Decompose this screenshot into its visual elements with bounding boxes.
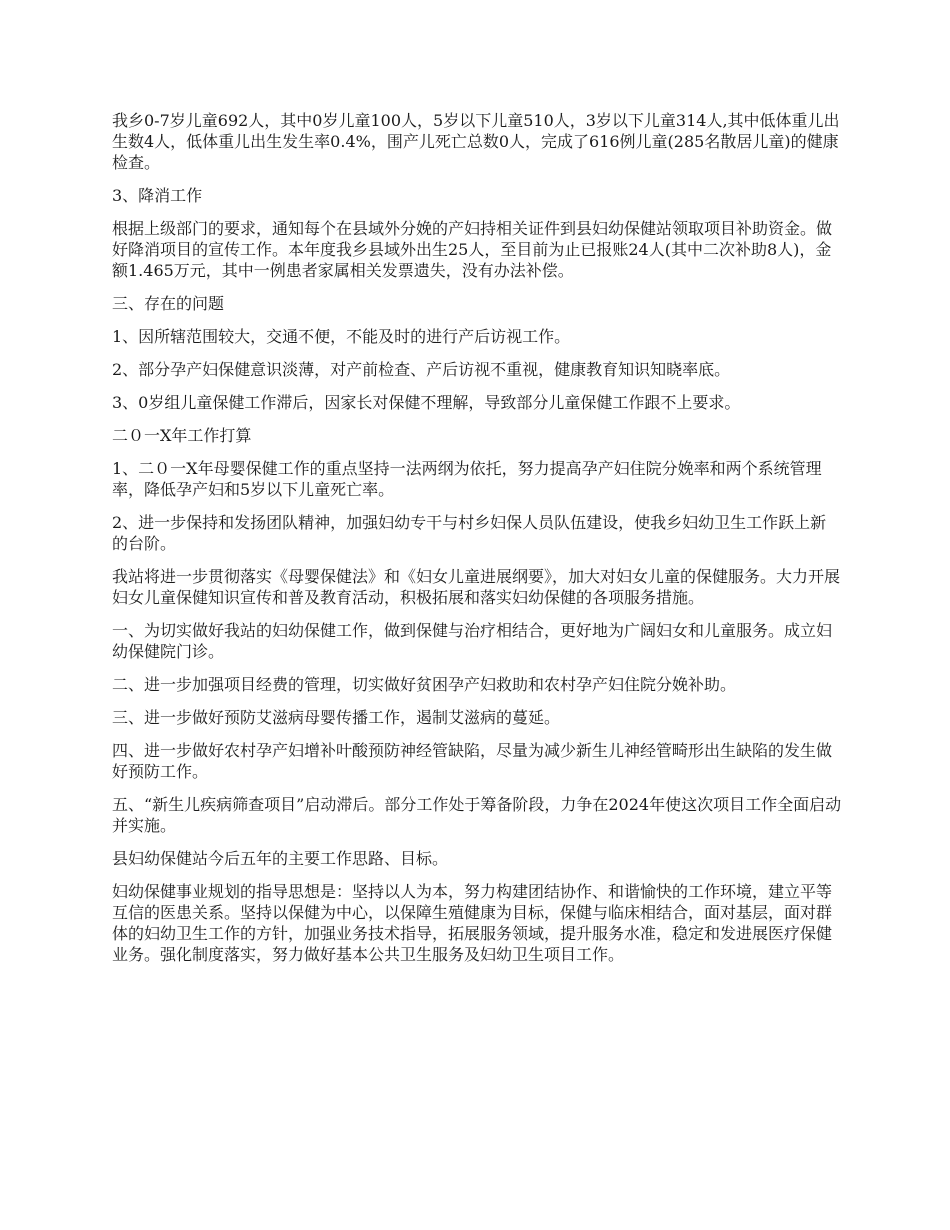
heading-five-year-plan: 县妇幼保健站今后五年的主要工作思路、目标。: [112, 849, 449, 868]
document-body: [112, 110, 842, 977]
paragraph-problem-1: 1、因所辖范围较大，交通不便，不能及时的进行产后访视工作。: [112, 327, 571, 346]
paragraph-plan-2: 2、进一步保持和发扬团队精神，加强妇幼专干与村乡妇保人员队伍建设，使我乡妇幼卫生工作跃上新的台阶。: [112, 513, 827, 553]
paragraph-problem-3: 3、0岁组儿童保健工作滞后，因家长对保健不理解，导致部分儿童保健工作跟不上要求。: [112, 393, 741, 412]
paragraph-guiding-ideology: 妇幼保健事业规划的指导思想是：坚持以人为本，努力构建团结协作、和谐愉快的工作环境，建立平等互信的医患关系。坚持以保健为中心，以保障生殖健康为目标，保健与临床相结合，面对基层，面对群体的妇幼卫生工作的方针，加强业务技术指导，拓展服务领域，提升服务水准，稳定和发进展医疗保健业务。强化制度落实，努力做好基本公共卫生服务及妇幼卫生项目工作。: [112, 882, 833, 964]
heading-work-plan: 二０一X年工作打算: [112, 426, 252, 445]
heading-reduction-work: 3、降消工作: [112, 186, 203, 205]
paragraph-measure-4: 四、进一步做好农村孕产妇增补叶酸预防神经管缺陷，尽量为减少新生儿神经管畸形出生缺陷的发生做好预防工作。: [112, 741, 833, 781]
paragraph-measure-5: 五、“新生儿疾病筛查项目”启动滞后。部分工作处于筹备阶段，力争在2024年使这次项目工作全面启动并实施。: [112, 795, 842, 835]
paragraph-plan-1: 1、二０一X年母婴保健工作的重点坚持一法两纲为依托，努力提高孕产妇住院分娩率和两个系统管理率，降低孕产妇和5岁以下儿童死亡率。: [112, 459, 822, 499]
paragraph-reduction-work: 根据上级部门的要求，通知每个在县域外分娩的产妇持相关证件到县妇幼保健站领取项目补助资金。做好降消项目的宣传工作。本年度我乡县域外出生25人，至目前为止已报账24人(其中二次补助8人)，金额1.465万元，其中一例患者家属相关发票遗失，没有办法补偿。: [112, 219, 833, 280]
paragraph-measure-3: 三、进一步做好预防艾滋病母婴传播工作，遏制艾滋病的蔓延。: [112, 708, 561, 727]
paragraph-station-commitment: 我站将进一步贯彻落实《母婴保健法》和《妇女儿童进展纲要》，加大对妇女儿童的保健服务。大力开展妇女儿童保健知识宣传和普及教育活动，积极拓展和落实妇幼保健的各项服务措施。: [112, 567, 841, 607]
paragraph-problem-2: 2、部分孕产妇保健意识淡薄，对产前检查、产后访视不重视，健康教育知识知晓率底。: [112, 360, 731, 379]
paragraph-child-health-stats: 我乡0-7岁儿童692人，其中0岁儿童100人，5岁以下儿童510人，3岁以下儿童314人,其中低体重儿出生数4人，低体重儿出生发生率0.4%，围产儿死亡总数0人，完成了616例儿童(285名散居儿童)的健康检查。: [112, 111, 840, 172]
paragraph-measure-2: 二、进一步加强项目经费的管理，切实做好贫困孕产妇救助和农村孕产妇住院分娩补助。: [112, 675, 737, 694]
heading-existing-problems: 三、存在的问题: [112, 294, 225, 313]
paragraph-measure-1: 一、为切实做好我站的妇幼保健工作，做到保健与治疗相结合，更好地为广阔妇女和儿童服务。成立妇幼保健院门诊。: [112, 621, 833, 661]
